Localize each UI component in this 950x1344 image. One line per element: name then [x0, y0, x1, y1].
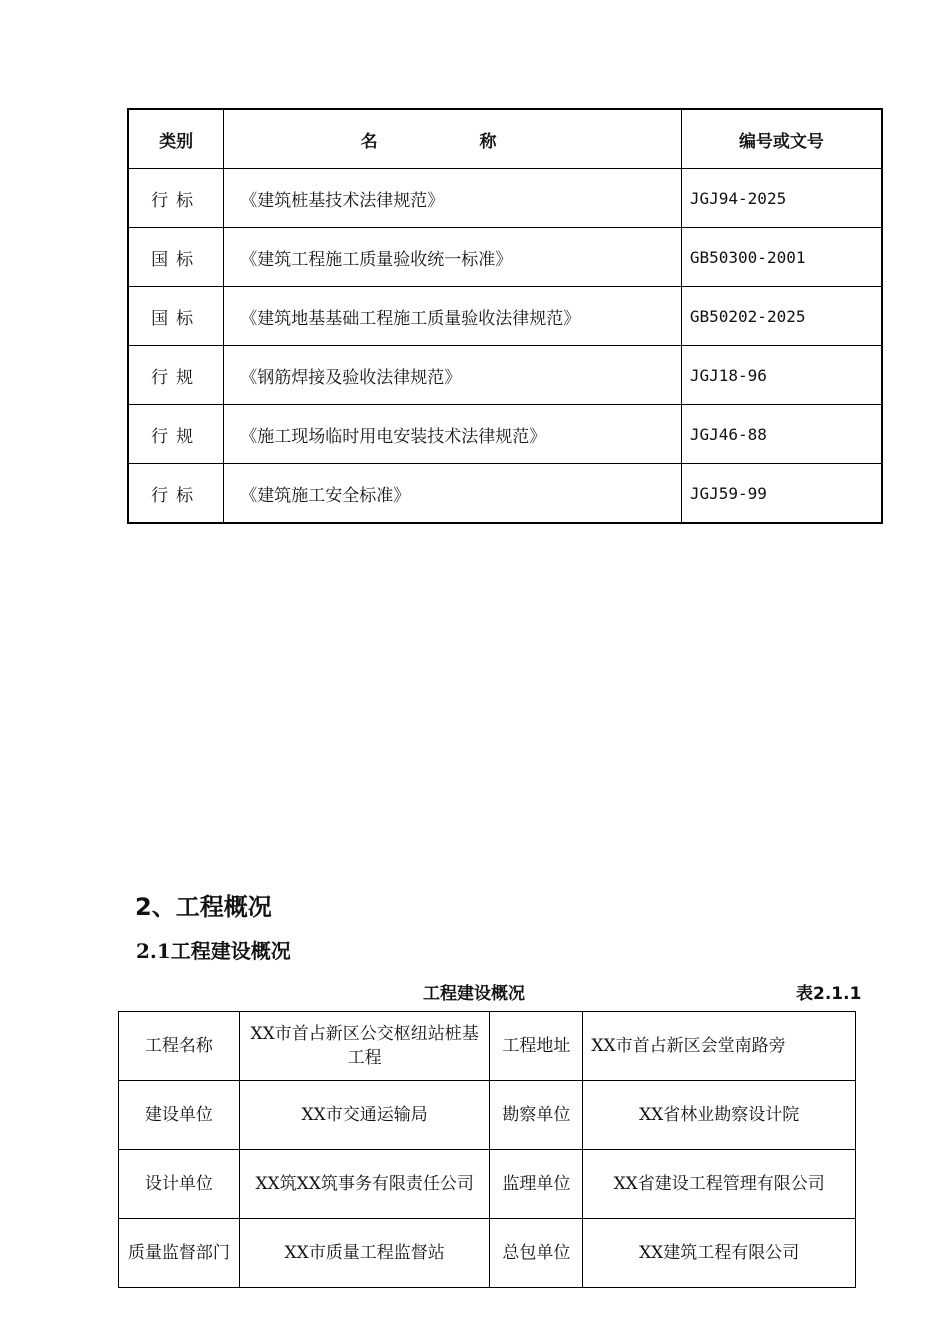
- row-value: XX市质量工程监督站: [239, 1219, 490, 1288]
- table-number: 表2.1.1: [796, 984, 862, 1004]
- row-category: 行标: [128, 464, 224, 524]
- row-category: 行规: [128, 405, 224, 464]
- section-heading: 2、工程概况: [135, 893, 272, 921]
- row-category: 国标: [128, 228, 224, 287]
- table-row: [128, 169, 882, 228]
- row-label: 总包单位: [490, 1219, 583, 1288]
- row-value: XX市首占新区公交枢纽站桩基工程: [239, 1012, 490, 1081]
- row-label: 工程名称: [119, 1012, 240, 1081]
- table-row: [128, 405, 882, 464]
- row-name: 《建筑施工安全标准》: [224, 464, 682, 524]
- row-code: JGJ94-2025: [681, 169, 882, 228]
- header-code: 编号或文号: [681, 109, 882, 169]
- row-value: XX省建设工程管理有限公司: [583, 1150, 856, 1219]
- row-code: GB50202-2025: [681, 287, 882, 346]
- table-row: [128, 346, 882, 405]
- table-row: [119, 1012, 856, 1081]
- section-subheading: 2.1工程建设概况: [136, 939, 291, 963]
- row-name: 《建筑桩基技术法律规范》: [224, 169, 682, 228]
- row-name: 《钢筋焊接及验收法律规范》: [224, 346, 682, 405]
- table-row: [119, 1219, 856, 1288]
- row-label: 工程地址: [490, 1012, 583, 1081]
- table-row: [128, 464, 882, 524]
- row-name: 《施工现场临时用电安装技术法律规范》: [224, 405, 682, 464]
- row-name: 《建筑工程施工质量验收统一标准》: [224, 228, 682, 287]
- row-code: JGJ59-99: [681, 464, 882, 524]
- standards-header-row: [128, 109, 882, 169]
- row-label: 设计单位: [119, 1150, 240, 1219]
- table-row: [128, 287, 882, 346]
- header-name: 名 称: [224, 109, 682, 169]
- standards-table: [127, 108, 883, 524]
- row-label: 勘察单位: [490, 1081, 583, 1150]
- row-code: JGJ18-96: [681, 346, 882, 405]
- table-row: [119, 1150, 856, 1219]
- table-caption: 工程建设概况: [423, 984, 525, 1004]
- row-value: XX省林业勘察设计院: [583, 1081, 856, 1150]
- row-category: 行规: [128, 346, 224, 405]
- header-category: 类别: [128, 109, 224, 169]
- row-value: XX建筑工程有限公司: [583, 1219, 856, 1288]
- overview-table: [118, 1011, 856, 1288]
- row-label: 监理单位: [490, 1150, 583, 1219]
- row-code: JGJ46-88: [681, 405, 882, 464]
- table-row: [119, 1081, 856, 1150]
- row-value: XX筑XX筑事务有限责任公司: [239, 1150, 490, 1219]
- row-label: 建设单位: [119, 1081, 240, 1150]
- row-category: 国标: [128, 287, 224, 346]
- row-label: 质量监督部门: [119, 1219, 240, 1288]
- row-code: GB50300-2001: [681, 228, 882, 287]
- row-value: XX市首占新区会堂南路旁: [583, 1012, 856, 1081]
- row-category: 行标: [128, 169, 224, 228]
- table-row: [128, 228, 882, 287]
- row-value: XX市交通运输局: [239, 1081, 490, 1150]
- row-name: 《建筑地基基础工程施工质量验收法律规范》: [224, 287, 682, 346]
